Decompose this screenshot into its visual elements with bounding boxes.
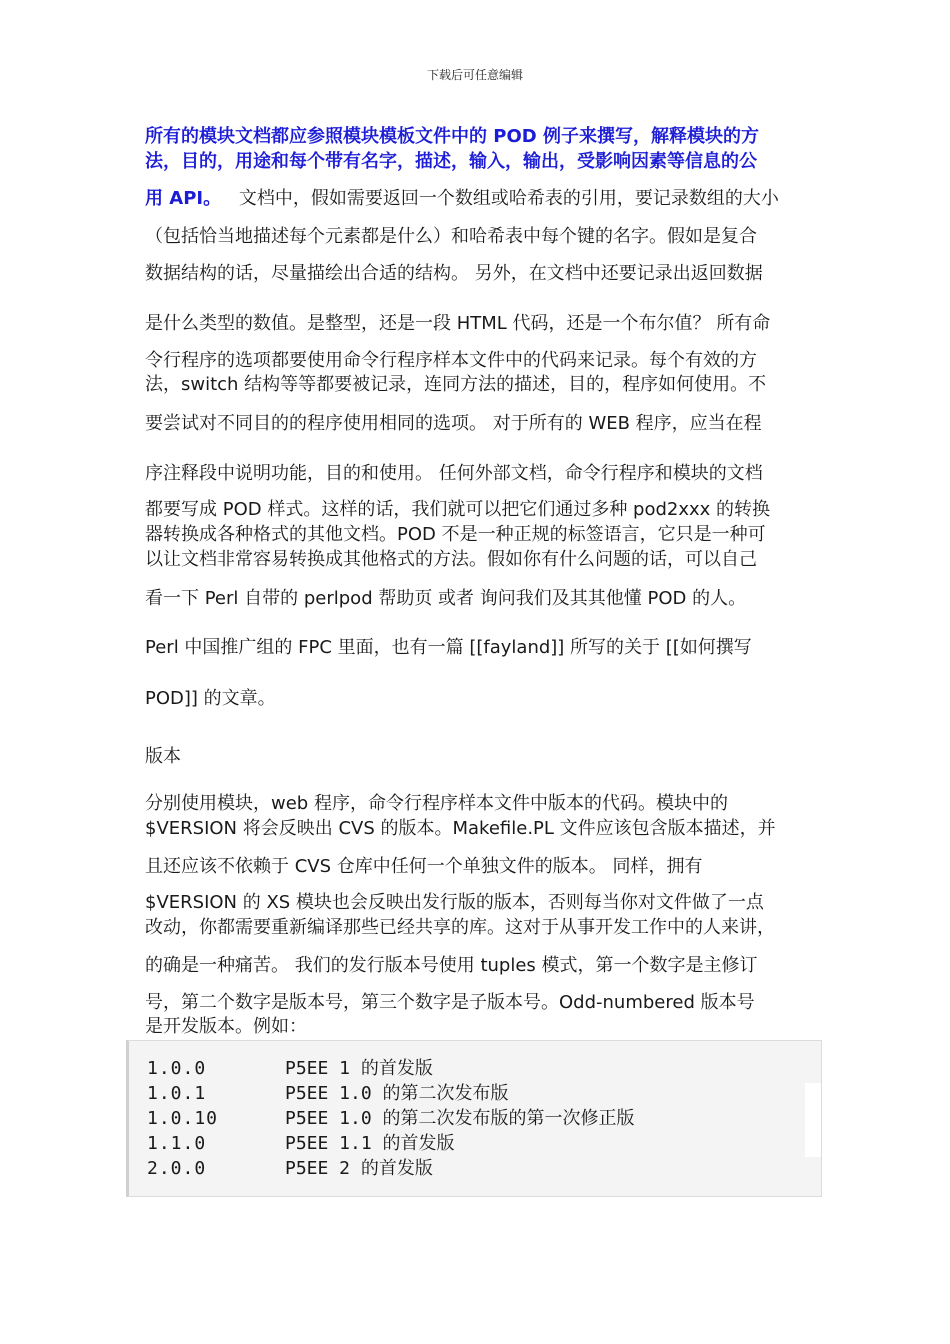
code-description: P5EE 1.0 的第二次发布版 — [285, 1083, 509, 1104]
version-line-8: 是开发版本。例如： — [145, 1016, 307, 1037]
code-description: P5EE 2 的首发版 — [285, 1158, 433, 1179]
intro-line-3-rest: 文档中，假如需要返回一个数组或哈希表的引用，要记录数组的大小 — [238, 188, 779, 209]
code-version: 2.0.0 — [147, 1158, 207, 1179]
intro-line-4: （包括恰当地描述每个元素都是什么）和哈希表中每个键的名字。假如是复合 — [145, 226, 757, 247]
intro-line-8: 法，switch 结构等等都要被记录，连同方法的描述，目的，程序如何使用。不 — [145, 374, 767, 395]
intro-line-6: 是什么类型的数值。是整型，还是一段 HTML 代码，还是一个布尔值？ 所有命 — [145, 313, 771, 334]
code-description: P5EE 1.0 的第二次发布版的第一次修正版 — [285, 1108, 635, 1129]
code-version: 1.0.0 — [147, 1058, 207, 1079]
version-line-5: 改动，你都需要重新编译那些已经共享的库。这对于从事开发工作中的人来讲， — [145, 917, 775, 938]
intro-line-9: 要尝试对不同目的的程序使用相同的选项。 对于所有的 WEB 程序，应当在程 — [145, 413, 762, 434]
code-example-block — [126, 1040, 822, 1197]
code-description: P5EE 1.1 的首发版 — [285, 1133, 455, 1154]
fpc-line-2: POD]] 的文章。 — [145, 688, 276, 709]
code-version: 1.1.0 — [147, 1133, 207, 1154]
version-line-3: 且还应该不依赖于 CVS 仓库中任何一个单独文件的版本。 同样，拥有 — [145, 856, 703, 877]
code-block-inner-edge — [805, 1083, 821, 1157]
version-line-4: $VERSION 的 XS 模块也会反映出发行版的版本，否则每当你对文件做了一点 — [145, 892, 764, 913]
code-version: 1.0.1 — [147, 1083, 207, 1104]
code-description: P5EE 1 的首发版 — [285, 1058, 433, 1079]
version-line-1: 分别使用模块，web 程序，命令行程序样本文件中版本的代码。模块中的 — [145, 793, 728, 814]
intro-line-13: 以让文档非常容易转换成其他格式的方法。假如你有什么问题的话，可以自己 — [145, 549, 757, 570]
version-line-6: 的确是一种痛苦。 我们的发行版本号使用 tuples 模式，第一个数字是主修订 — [145, 955, 758, 976]
fpc-line-1: Perl 中国推广组的 FPC 里面，也有一篇 [[fayland]] 所写的关于 [[如何撰写 — [145, 637, 752, 658]
version-heading: 版本 — [145, 746, 181, 767]
intro-line-10: 序注释段中说明功能，目的和使用。 任何外部文档，命令行程序和模块的文档 — [145, 463, 763, 484]
intro-line-2: 法，目的，用途和每个带有名字，描述，输入，输出，受影响因素等信息的公 — [145, 151, 757, 172]
intro-line-11: 都要写成 POD 样式。这样的话，我们就可以把它们通过多种 pod2xxx 的转换 — [145, 499, 771, 520]
intro-line-1: 所有的模块文档都应参照模块模板文件中的 POD 例子来撰写，解释模块的方 — [145, 126, 759, 147]
version-line-2: $VERSION 将会反映出 CVS 的版本。Makefile.PL 文件应该包含版本描述，并 — [145, 818, 776, 839]
code-version: 1.0.10 — [147, 1108, 219, 1129]
page-header: 下载后可任意编辑 — [426, 68, 523, 82]
intro-line-14: 看一下 Perl 自带的 perlpod 帮助页 或者 询问我们及其其他懂 POD 的人。 — [145, 588, 747, 609]
intro-line-5: 数据结构的话，尽量描绘出合适的结构。 另外，在文档中还要记录出返回数据 — [145, 263, 763, 284]
intro-line-12: 器转换成各种格式的其他文档。POD 不是一种正规的标签语言，它只是一种可 — [145, 524, 766, 545]
intro-line-3 — [145, 188, 779, 210]
version-line-7: 号，第二个数字是版本号，第三个数字是子版本号。Odd-numbered 版本号 — [145, 992, 755, 1013]
intro-line-3-lead: 用 API。 — [145, 188, 222, 209]
intro-line-7: 令行程序的选项都要使用命令行程序样本文件中的代码来记录。每个有效的方 — [145, 350, 757, 371]
